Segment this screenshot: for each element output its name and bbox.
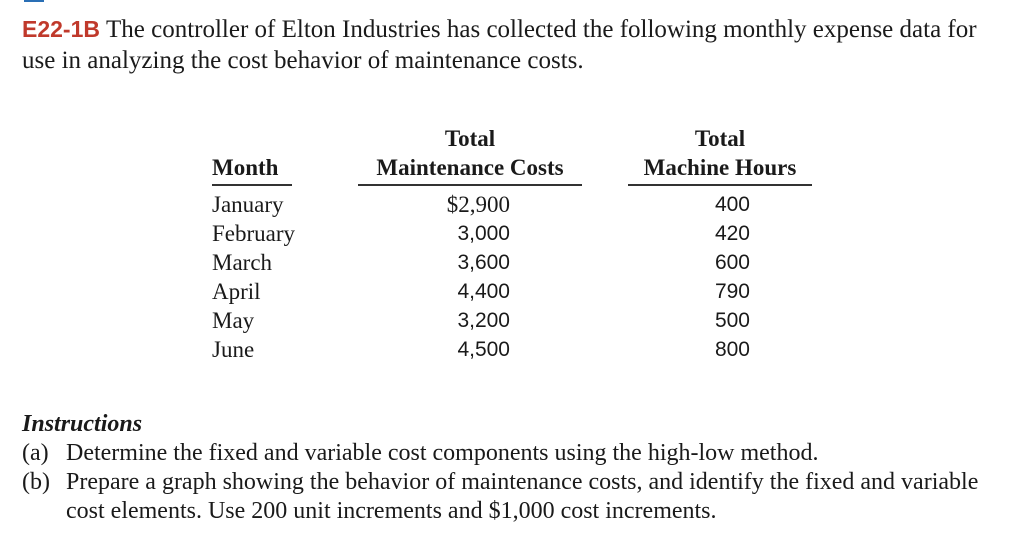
cost-cell: 4,400 — [457, 280, 510, 303]
month-column — [212, 190, 352, 364]
cost-cell: 3,600 — [457, 251, 510, 274]
instruction-item-a — [22, 439, 1012, 468]
instruction-text: Prepare a graph showing the behavior of maintenance costs, and identify the fixed and variable cost elements. Use 200 unit increments and $1,000 cost increments. — [66, 469, 979, 524]
header-month: Month — [212, 155, 279, 180]
hours-cell: 400 — [714, 193, 750, 216]
header-rule-hours — [628, 184, 812, 186]
instruction-letter: (a) — [22, 440, 49, 466]
month-cell: June — [212, 337, 255, 362]
header-cost-line1: Total — [444, 126, 496, 151]
machine-hours-column — [660, 190, 750, 364]
hours-cell: 790 — [714, 280, 750, 303]
instructions-section — [22, 410, 1012, 526]
header-machine-hours — [626, 124, 814, 182]
header-rule-month — [212, 184, 292, 186]
hours-cell: 800 — [714, 338, 750, 361]
header-maintenance-costs — [356, 124, 584, 182]
instruction-letter: (b) — [22, 469, 50, 495]
exercise-text: The controller of Elton Industries has collected the following monthly expense data for use in analyzing the cost behavior of maintenance costs. — [22, 16, 977, 74]
month-cell: January — [212, 192, 284, 217]
hours-cell: 600 — [714, 251, 750, 274]
cost-cell: 3,000 — [457, 222, 510, 245]
header-rule-cost — [358, 184, 582, 186]
month-cell: April — [212, 279, 261, 304]
header-cost-line2: Maintenance Costs — [376, 155, 564, 180]
hours-cell: 420 — [714, 222, 750, 245]
instructions-title: Instructions — [22, 411, 143, 437]
cost-cell: 4,500 — [457, 338, 510, 361]
maintenance-cost-column — [400, 190, 510, 364]
exercise-id: E22-1B — [22, 16, 100, 42]
header-hours-line2: Machine Hours — [643, 155, 797, 180]
month-cell: May — [212, 308, 255, 333]
month-cell: March — [212, 250, 273, 275]
instruction-text: Determine the fixed and variable cost components using the high-low method. — [66, 440, 819, 466]
instruction-item-b — [22, 468, 1012, 526]
cost-cell: 3,200 — [457, 309, 510, 332]
header-hours-line1: Total — [694, 126, 746, 151]
month-cell: February — [212, 221, 296, 246]
cost-cell: $2,900 — [446, 192, 510, 217]
hours-cell: 500 — [714, 309, 750, 332]
